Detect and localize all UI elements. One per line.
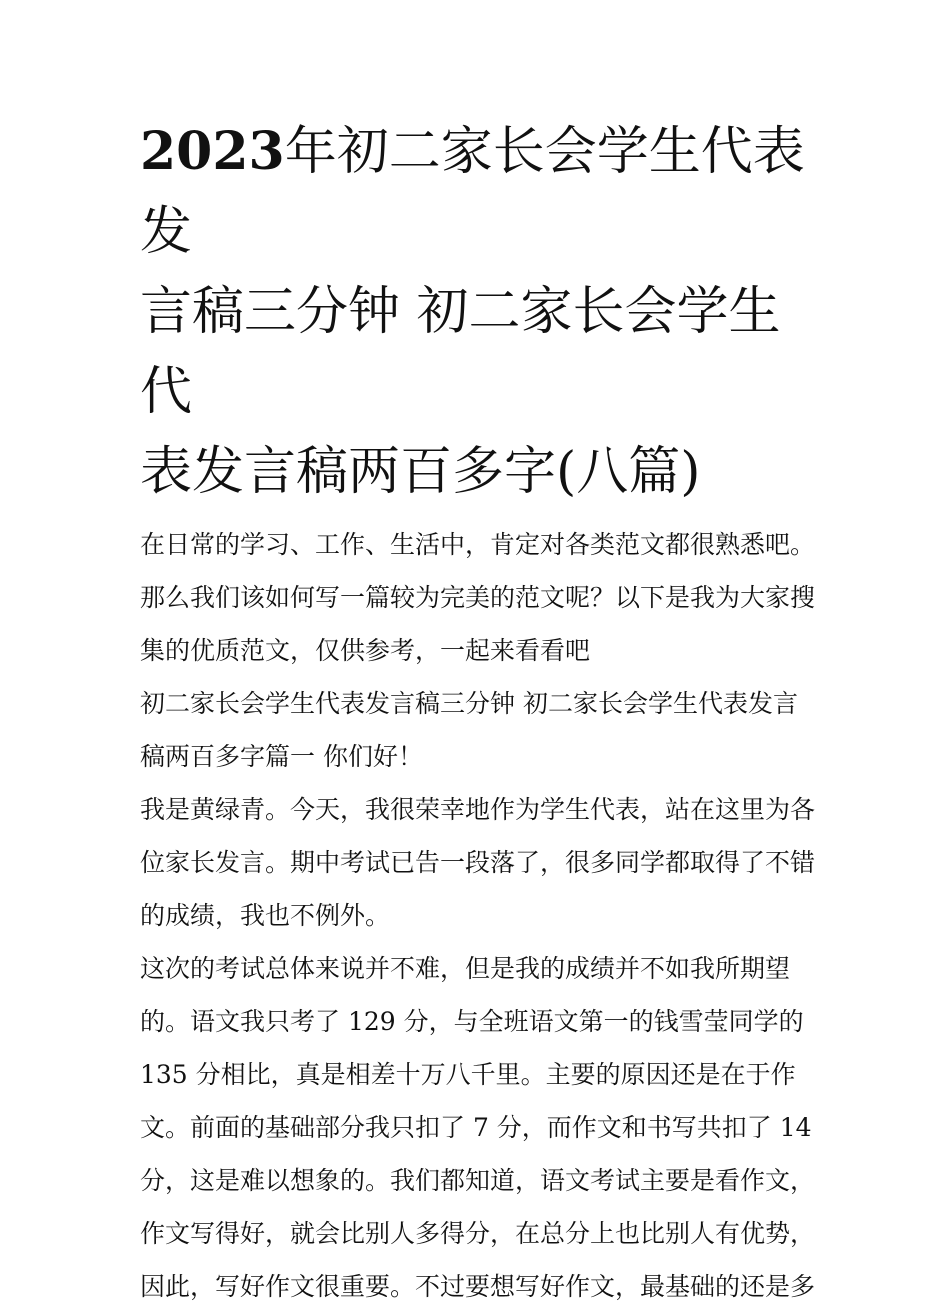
body-line-9: 这次的考试总体来说并不难，但是我的成绩并不如我所期望 xyxy=(140,954,791,983)
body-line-6: 我是黄绿青。今天，我很荣幸地作为学生代表，站在这里为各 xyxy=(140,795,816,824)
document-page xyxy=(140,112,820,1313)
body-line-8: 的成绩，我也不例外。 xyxy=(140,901,391,930)
body-line-2: 那么我们该如何写一篇较为完美的范文呢？以下是我为大家搜 xyxy=(140,583,816,612)
body-line-14: 作文写得好，就会比别人多得分，在总分上也比别人有优势， xyxy=(140,1219,816,1248)
document-body xyxy=(140,518,820,1313)
title-line-1-text: 年初二家长会学生代表发 xyxy=(140,122,805,262)
title-line-2: 言稿三分钟 初二家长会学生代 xyxy=(140,282,781,422)
body-line-12: 文。前面的基础部分我只扣了 7 分，而作文和书写共扣了 14 xyxy=(140,1113,812,1142)
body-line-13: 分，这是难以想象的。我们都知道，语文考试主要是看作文， xyxy=(140,1166,816,1195)
document-title xyxy=(140,112,820,512)
body-line-4: 初二家长会学生代表发言稿三分钟 初二家长会学生代表发言 xyxy=(140,689,798,718)
body-line-10: 的。语文我只考了 129 分，与全班语文第一的钱雪莹同学的 xyxy=(140,1007,804,1036)
body-line-3: 集的优质范文，仅供参考，一起来看看吧 xyxy=(140,636,591,665)
body-line-1: 在日常的学习、工作、生活中，肯定对各类范文都很熟悉吧。 xyxy=(140,530,816,559)
body-line-5: 稿两百多字篇一 你们好！ xyxy=(140,742,423,771)
body-line-7: 位家长发言。期中考试已告一段落了，很多同学都取得了不错 xyxy=(140,848,816,877)
body-line-11: 135 分相比，真是相差十万八千里。主要的原因还是在于作 xyxy=(140,1060,796,1089)
title-line-1 xyxy=(140,112,820,272)
title-line-3: 表发言稿两百多字(八篇) xyxy=(140,442,701,502)
body-line-15: 因此，写好作文很重要。不过要想写好作文，最基础的还是多 xyxy=(140,1272,816,1301)
title-year: 2023 xyxy=(140,121,285,182)
